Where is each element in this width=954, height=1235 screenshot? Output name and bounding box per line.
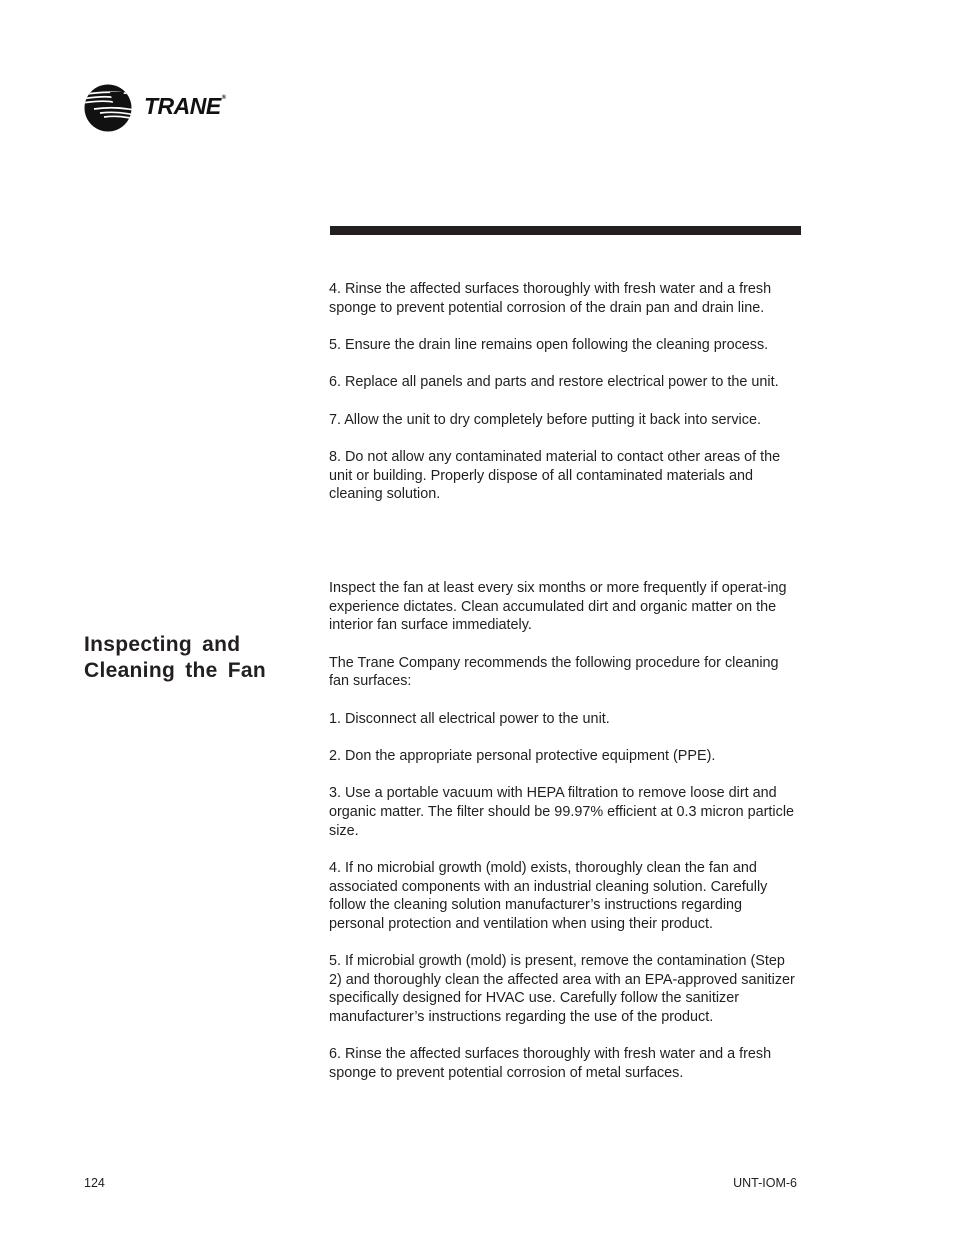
section-rule [330, 226, 801, 235]
continued-steps [329, 280, 801, 523]
intro-paragraph: Inspect the fan at least every six months or more frequently if operat-ing experience dictates. Clean accumulated dirt and organic matter on the interior fan surface immediately. [329, 580, 787, 634]
step-paragraph: 5. If microbial growth (mold) is present, remove the contamination (Step 2) and thoroughly clean the affected area with an EPA-approved sanitizer specifically designed for HVAC use. Carefully follow the sanitizer manufacturer’s instructions regarding the use of the product. [329, 953, 795, 1025]
step-paragraph: 1. Disconnect all electrical power to the unit. [329, 710, 610, 727]
document-code: UNT-IOM-6 [733, 1176, 797, 1190]
step-paragraph: 7. Allow the unit to dry completely before putting it back into service. [329, 411, 761, 428]
step-paragraph: 6. Replace all panels and parts and restore electrical power to the unit. [329, 374, 779, 391]
step-paragraph: 3. Use a portable vacuum with HEPA filtration to remove loose dirt and organic matter. The filter should be 99.97% efficient at 0.3 micron particle size. [329, 785, 795, 839]
step-paragraph: 6. Rinse the affected surfaces thoroughly with fresh water and a fresh sponge to prevent potential corrosion of metal surfaces. [329, 1046, 772, 1081]
page-number: 124 [84, 1176, 105, 1190]
section-heading: Inspecting and Cleaning the Fan [84, 633, 266, 682]
step-paragraph: 2. Don the appropriate personal protective equipment (PPE). [329, 747, 716, 764]
fan-section-body [329, 579, 801, 1101]
procedure-intro: The Trane Company recommends the following procedure for cleaning fan surfaces: [329, 654, 779, 690]
step-paragraph: 4. If no microbial growth (mold) exists, thoroughly clean the fan and associated components with an industrial cleaning solution. Carefully follow the cleaning solution manufacturer’s instructions regarding personal protection and ventilation when using their product. [329, 859, 768, 932]
trane-circle-icon [84, 84, 134, 134]
step-paragraph: 4. Rinse the affected surfaces thoroughly with fresh water and a fresh sponge to prevent potential corrosion of the drain pan and drain line. [329, 281, 772, 316]
step-paragraph: 8. Do not allow any contaminated material to contact other areas of the unit or building. Properly dispose of all contaminated materials and cleaning solution. [329, 449, 781, 503]
trane-wordmark: TRANE® [144, 93, 226, 119]
step-paragraph: 5. Ensure the drain line remains open following the cleaning process. [329, 336, 769, 353]
trane-logo [84, 84, 244, 134]
